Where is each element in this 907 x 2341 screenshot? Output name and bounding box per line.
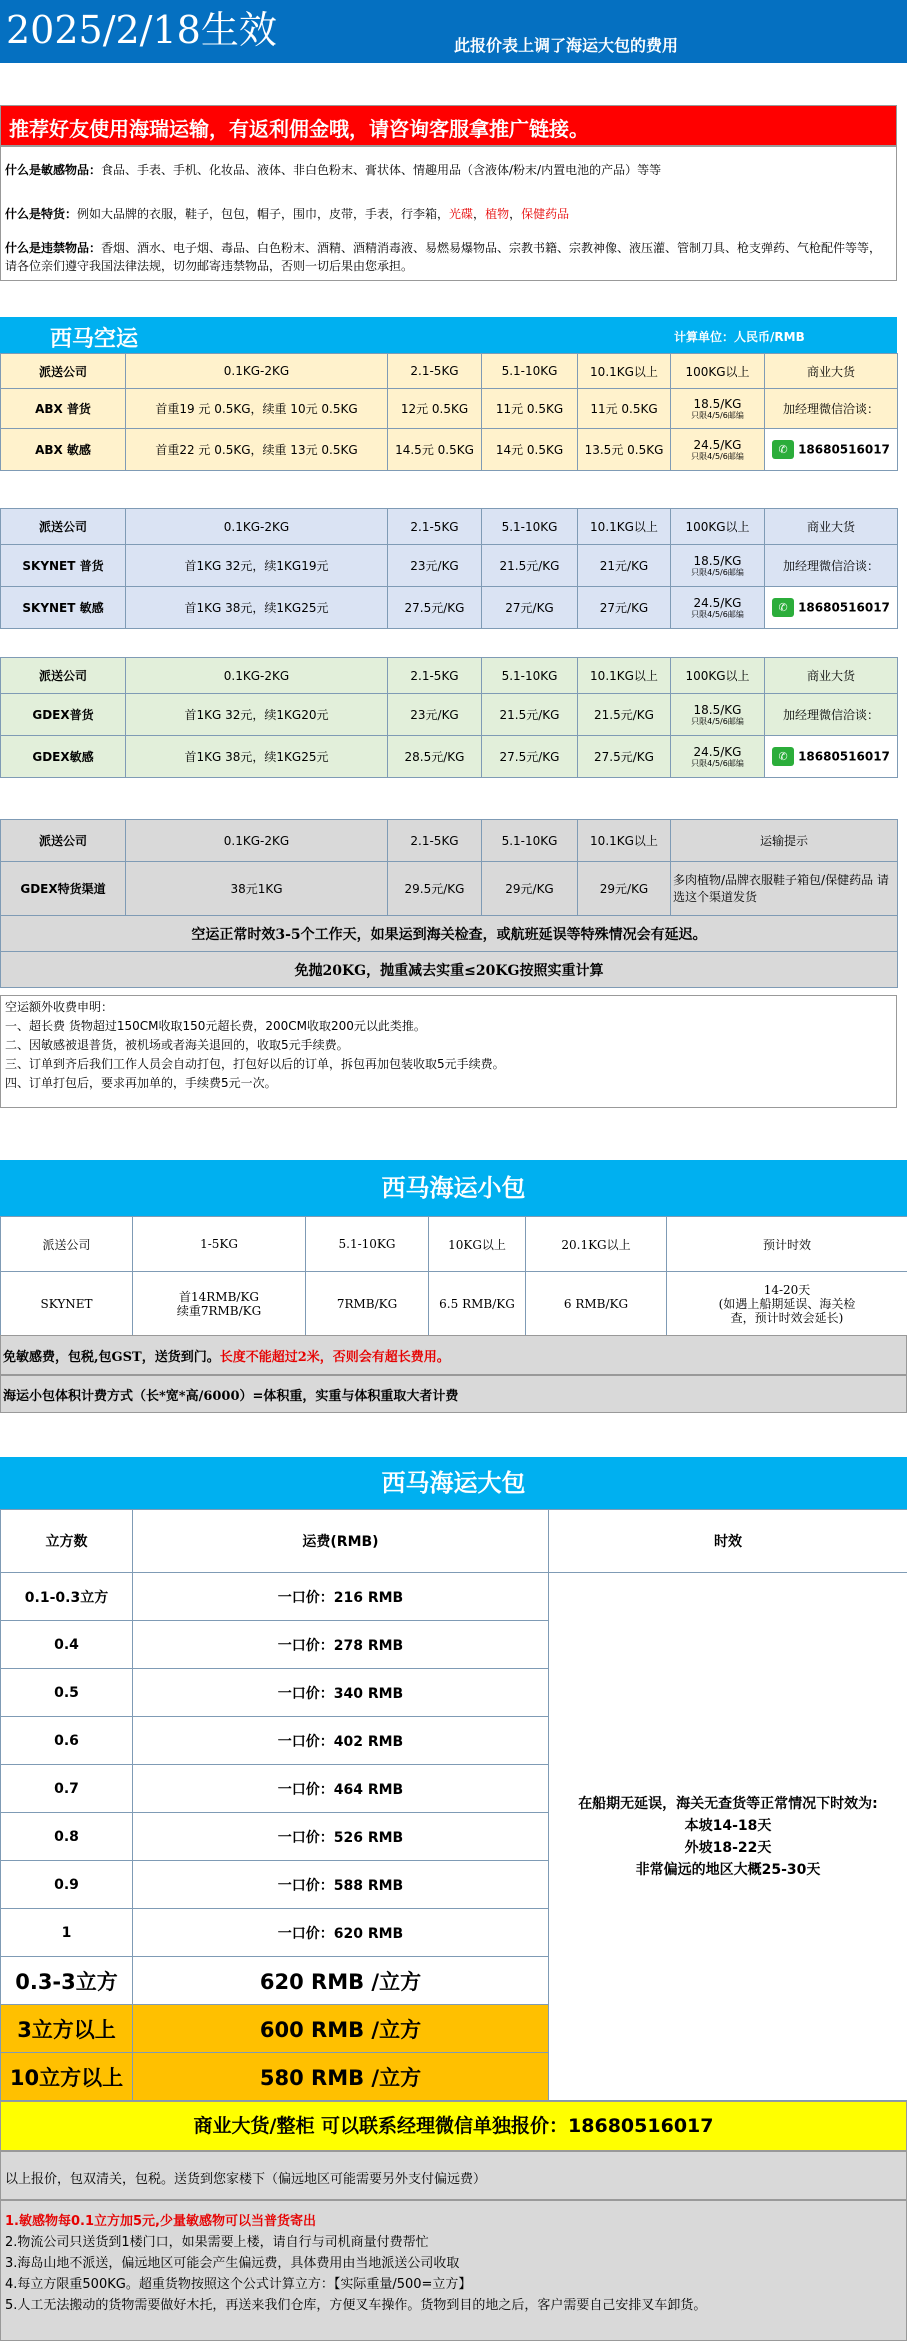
sea-small-note2	[0, 1375, 907, 1413]
price-cell: 首1KG 32元，续1KG20元	[126, 694, 388, 736]
volume-cell: 0.1-0.3立方	[1, 1573, 133, 1621]
volume-cell: 3立方以上	[1, 2005, 133, 2053]
notes-box	[0, 2200, 907, 2341]
carrier-name: SKYNET 普货	[1, 545, 126, 587]
col-head: 10KG以上	[429, 1217, 526, 1272]
col-head: 0.1KG-2KG	[126, 658, 388, 694]
price-cell: 29.5元/KG	[388, 862, 482, 916]
effective-date: 2025/2/18生效	[6, 8, 277, 52]
col-head: 2.1-5KG	[388, 820, 482, 862]
price-cell	[671, 694, 765, 736]
col-head: 10.1KG以上	[578, 658, 671, 694]
price-line: 续重7RMB/KG	[176, 1303, 262, 1318]
phone-number[interactable]: 18680516017	[798, 600, 890, 615]
wechat-icon: ✆	[772, 598, 794, 617]
note-text: 海运小包体积计费方式（长*宽*高/6000）=体积重，实重与体积重取大者计费	[3, 1389, 459, 1404]
time-line: 查，预计时效会延长)	[730, 1310, 844, 1325]
info-sep: ，	[473, 207, 486, 221]
col-head: 10.1KG以上	[578, 820, 671, 862]
wechat-icon: ✆	[772, 747, 794, 766]
promo-text: 推荐好友使用海瑞运输，有返利佣金哦，请咨询客服拿推广链接。	[9, 117, 589, 141]
table-row	[1, 862, 898, 916]
price-cell: 一口价：340 RMB	[133, 1669, 549, 1717]
price-cell	[671, 389, 765, 429]
contact-cell	[765, 587, 898, 629]
note-item: 5.人工无法搬动的货物需要做好木托，再送来我们仓库，方便叉车操作。货物到目的地之后，客户需要自己安排叉车卸货。	[5, 2298, 707, 2313]
extra-item: 二、因敏感被退普货，被机场或者海关退回的，收取5元手续费。	[5, 1038, 349, 1052]
price-cell	[671, 545, 765, 587]
col-head: 10.1KG以上	[578, 354, 671, 389]
volume-cell: 0.9	[1, 1861, 133, 1909]
col-head: 0.1KG-2KG	[126, 354, 388, 389]
price-cell: 21.5元/KG	[482, 694, 578, 736]
summary-text: 以上报价，包双清关，包税。送货到您家楼下（偏远地区可能需要另外支付偏远费）	[5, 2172, 487, 2187]
price-value: 24.5/KG	[693, 596, 742, 610]
price-cell: 一口价：464 RMB	[133, 1765, 549, 1813]
price-cell: 首重22 元 0.5KG，续重 13元 0.5KG	[126, 429, 388, 471]
postcode-note: 只限4/5/6邮编	[691, 610, 744, 619]
info-sep: ，	[509, 207, 522, 221]
col-head: 5.1-10KG	[482, 820, 578, 862]
info-text: 食品、手表、手机、化妆品、液体、非白色粉末、膏状体、情趣用品（含液体/粉末/内置电池的产品）等等	[101, 163, 662, 177]
price-value: 18.5/KG	[693, 397, 742, 411]
sea-big-title: 西马海运大包	[381, 1469, 526, 1497]
table-row	[1, 587, 898, 629]
col-head: 5.1-10KG	[482, 658, 578, 694]
col-head: 派送公司	[1, 509, 126, 545]
col-head: 运费(RMB)	[133, 1510, 549, 1573]
postcode-note: 只限4/5/6邮编	[691, 568, 744, 577]
price-cell: 27.5元/KG	[578, 736, 671, 778]
price-cell: 首1KG 38元，续1KG25元	[126, 587, 388, 629]
note-red-text: 长度不能超过2米，否则会有超长费用。	[219, 1350, 450, 1365]
price-cell	[133, 1272, 306, 1336]
price-cell: 28.5元/KG	[388, 736, 482, 778]
info-text: 香烟、酒水、电子烟、毒品、白色粉末、酒精、酒精消毒液、易燃易爆物品、宗教书籍、宗教神像、液压灌、管制刀具、枪支弹药、气枪配件等等，请各位亲们遵守我国法律法规，切勿邮寄违禁物品，否则一切后果由您承担。	[5, 241, 882, 273]
note-item: 2.物流公司只送货到1楼门口，如果需要上楼，请自行与司机商量付费帮忙	[5, 2235, 429, 2250]
price-cell: 一口价：526 RMB	[133, 1813, 549, 1861]
gdex-table	[0, 657, 897, 778]
summary-box	[0, 2151, 907, 2200]
table-row	[1, 429, 898, 471]
air-title: 西马空运	[50, 327, 139, 352]
wechat-icon: ✆	[772, 440, 794, 459]
info-red-text: 植物	[485, 207, 510, 221]
sea-big-table	[0, 1509, 907, 2101]
col-head: 5.1-10KG	[482, 509, 578, 545]
header-note: 此报价表上调了海运大包的费用	[454, 36, 679, 55]
volume-cell: 0.4	[1, 1621, 133, 1669]
carrier-name: ABX 普货	[1, 389, 126, 429]
time-cell	[549, 1573, 907, 2101]
extra-item: 四、订单打包后，要求再加单的，手续费5元一次。	[5, 1076, 277, 1090]
note-item: 1.敏感物每0.1立方加5元,少量敏感物可以当普货寄出	[5, 2214, 316, 2229]
price-cell: 21.5元/KG	[482, 545, 578, 587]
info-block	[0, 146, 897, 281]
contact-label: 加经理微信洽谈：	[765, 545, 898, 587]
sea-small-title-bar	[0, 1160, 907, 1216]
volume-cell: 0.5	[1, 1669, 133, 1717]
time-line: (如遇上船期延误、海关检	[718, 1296, 856, 1311]
volume-cell: 0.6	[1, 1717, 133, 1765]
info-label: 什么是敏感物品：	[5, 163, 102, 177]
col-head: 派送公司	[1, 658, 126, 694]
note-item: 3.海岛山地不派送，偏远地区可能会产生偏远费，具体费用由当地派送公司收取	[5, 2256, 460, 2271]
contact-cell	[765, 736, 898, 778]
volume-cell: 0.3-3立方	[1, 1957, 133, 2005]
sea-big-title-bar	[0, 1457, 907, 1509]
postcode-note: 只限4/5/6邮编	[691, 452, 744, 461]
col-head: 5.1-10KG	[306, 1217, 429, 1272]
time-line: 非常偏远的地区大概25-30天	[635, 1861, 821, 1878]
postcode-note: 只限4/5/6邮编	[691, 411, 744, 420]
table-row	[1, 545, 898, 587]
air-title-bar	[0, 317, 897, 353]
table-row	[1, 1272, 907, 1336]
commercial-banner	[0, 2101, 907, 2151]
price-cell: 27.5元/KG	[482, 736, 578, 778]
time-line: 外坡18-22天	[684, 1839, 772, 1856]
volume-cell: 10立方以上	[1, 2053, 133, 2101]
price-cell: 13.5元 0.5KG	[578, 429, 671, 471]
note-text: 免敏感费，包税,包GST，送货到门。	[3, 1350, 220, 1365]
transport-tip: 多肉植物/品牌衣服鞋子箱包/保健药品 请选这个渠道发货	[671, 862, 898, 916]
price-cell: 23元/KG	[388, 545, 482, 587]
extra-title: 空运额外收费申明：	[5, 1000, 114, 1014]
col-head: 2.1-5KG	[388, 658, 482, 694]
price-cell: 首1KG 32元，续1KG19元	[126, 545, 388, 587]
table-row	[1, 389, 898, 429]
phone-number[interactable]: 18680516017	[798, 442, 890, 457]
price-cell: 580 RMB /立方	[133, 2053, 549, 2101]
volume-cell: 1	[1, 1909, 133, 1957]
air-timing-notice: 空运正常时效3-5个工作天，如果运到海关检查，或航班延误等特殊情况会有延迟。	[1, 916, 898, 952]
air-unit: 计算单位：人民币/RMB	[674, 330, 805, 344]
col-head: 派送公司	[1, 820, 126, 862]
price-cell: 一口价：278 RMB	[133, 1621, 549, 1669]
price-cell: 7RMB/KG	[306, 1272, 429, 1336]
time-line: 在船期无延误，海关无查货等正常情况下时效为:	[578, 1795, 878, 1812]
price-cell: 620 RMB /立方	[133, 1957, 549, 2005]
time-line: 本坡14-18天	[684, 1817, 772, 1834]
price-cell: 12元 0.5KG	[388, 389, 482, 429]
price-cell: 27.5元/KG	[388, 587, 482, 629]
col-head: 100KG以上	[671, 658, 765, 694]
price-cell: 29元/KG	[578, 862, 671, 916]
note-item: 4.每立方限重500KG。超重货物按照这个公式计算立方：【实际重量/500=立方】	[5, 2277, 472, 2292]
col-head: 100KG以上	[671, 354, 765, 389]
volume-weight-notice: 免抛20KG，抛重减去实重≤20KG按照实重计算	[1, 952, 898, 988]
price-cell: 一口价：620 RMB	[133, 1909, 549, 1957]
header-bar	[0, 0, 907, 63]
abx-table	[0, 353, 897, 471]
carrier-name: GDEX普货	[1, 694, 126, 736]
promo-banner	[0, 105, 897, 146]
price-cell: 23元/KG	[388, 694, 482, 736]
sea-small-note1	[0, 1335, 907, 1375]
price-cell: 14元 0.5KG	[482, 429, 578, 471]
col-head: 商业大货	[765, 658, 898, 694]
price-cell: 27元/KG	[578, 587, 671, 629]
col-head: 5.1-10KG	[482, 354, 578, 389]
col-head: 10.1KG以上	[578, 509, 671, 545]
postcode-note: 只限4/5/6邮编	[691, 759, 744, 768]
col-head: 预计时效	[667, 1217, 907, 1272]
skynet-table	[0, 508, 897, 629]
col-head: 0.1KG-2KG	[126, 820, 388, 862]
price-cell: 600 RMB /立方	[133, 2005, 549, 2053]
price-cell: 38元1KG	[126, 862, 388, 916]
col-head: 时效	[549, 1510, 907, 1573]
col-head: 2.1-5KG	[388, 354, 482, 389]
col-head: 100KG以上	[671, 509, 765, 545]
price-cell: 14.5元 0.5KG	[388, 429, 482, 471]
col-head: 2.1-5KG	[388, 509, 482, 545]
phone-number[interactable]: 18680516017	[798, 749, 890, 764]
price-cell: 11元 0.5KG	[578, 389, 671, 429]
price-cell: 6 RMB/KG	[526, 1272, 667, 1336]
time-line: 14-20天	[763, 1282, 811, 1297]
extra-item: 一、超长费 货物超过150CM收取150元超长费，200CM收取200元以此类推。	[5, 1019, 426, 1033]
price-cell: 29元/KG	[482, 862, 578, 916]
contact-label: 加经理微信洽谈：	[765, 694, 898, 736]
price-value: 18.5/KG	[693, 554, 742, 568]
col-head: 派送公司	[1, 1217, 133, 1272]
commercial-text: 商业大货/整柜 可以联系经理微信单独报价：18680516017	[193, 2115, 714, 2137]
sea-small-table	[0, 1216, 907, 1336]
table-row	[1, 736, 898, 778]
price-value: 24.5/KG	[693, 745, 742, 759]
volume-cell: 0.7	[1, 1765, 133, 1813]
price-cell: 27元/KG	[482, 587, 578, 629]
price-value: 24.5/KG	[693, 438, 742, 452]
info-label: 什么是违禁物品：	[5, 241, 102, 255]
col-head: 商业大货	[765, 509, 898, 545]
price-cell	[671, 587, 765, 629]
col-head: 0.1KG-2KG	[126, 509, 388, 545]
price-cell: 一口价：402 RMB	[133, 1717, 549, 1765]
table-row	[1, 694, 898, 736]
price-cell: 21.5元/KG	[578, 694, 671, 736]
gdex-special-table	[0, 819, 897, 988]
prohibited-info	[5, 239, 893, 275]
contact-cell	[765, 429, 898, 471]
col-head: 立方数	[1, 1510, 133, 1573]
contact-label: 加经理微信洽谈：	[765, 389, 898, 429]
price-cell: 11元 0.5KG	[482, 389, 578, 429]
info-text: 例如大品牌的衣服，鞋子，包包，帽子，围巾，皮带，手表，行李箱，	[77, 207, 450, 221]
col-head: 20.1KG以上	[526, 1217, 667, 1272]
price-cell	[671, 736, 765, 778]
price-cell: 一口价：588 RMB	[133, 1861, 549, 1909]
col-head: 运输提示	[671, 820, 898, 862]
carrier-name: SKYNET	[1, 1272, 133, 1336]
price-line: 首14RMB/KG	[178, 1289, 259, 1304]
table-row	[1, 1573, 907, 1621]
price-value: 18.5/KG	[693, 703, 742, 717]
price-cell: 6.5 RMB/KG	[429, 1272, 526, 1336]
time-cell	[667, 1272, 907, 1336]
col-head: 商业大货	[765, 354, 898, 389]
extra-item: 三、订单到齐后我们工作人员会自动打包，打包好以后的订单，拆包再加包装收取5元手续费。	[5, 1057, 505, 1071]
special-goods-info	[5, 205, 893, 222]
price-cell	[671, 429, 765, 471]
carrier-name: GDEX特货渠道	[1, 862, 126, 916]
col-head: 派送公司	[1, 354, 126, 389]
sensitive-info	[5, 161, 893, 178]
col-head: 1-5KG	[133, 1217, 306, 1272]
price-cell: 21元/KG	[578, 545, 671, 587]
price-cell: 首重19 元 0.5KG，续重 10元 0.5KG	[126, 389, 388, 429]
carrier-name: SKYNET 敏感	[1, 587, 126, 629]
postcode-note: 只限4/5/6邮编	[691, 717, 744, 726]
volume-cell: 0.8	[1, 1813, 133, 1861]
info-label: 什么是特货：	[5, 207, 78, 221]
sea-small-title: 西马海运小包	[381, 1174, 526, 1202]
carrier-name: GDEX敏感	[1, 736, 126, 778]
carrier-name: ABX 敏感	[1, 429, 126, 471]
info-red-text: 保健药品	[521, 207, 570, 221]
price-cell: 首1KG 38元，续1KG25元	[126, 736, 388, 778]
price-cell: 一口价：216 RMB	[133, 1573, 549, 1621]
info-red-text: 光碟	[449, 207, 474, 221]
air-extra-charges	[0, 995, 897, 1108]
